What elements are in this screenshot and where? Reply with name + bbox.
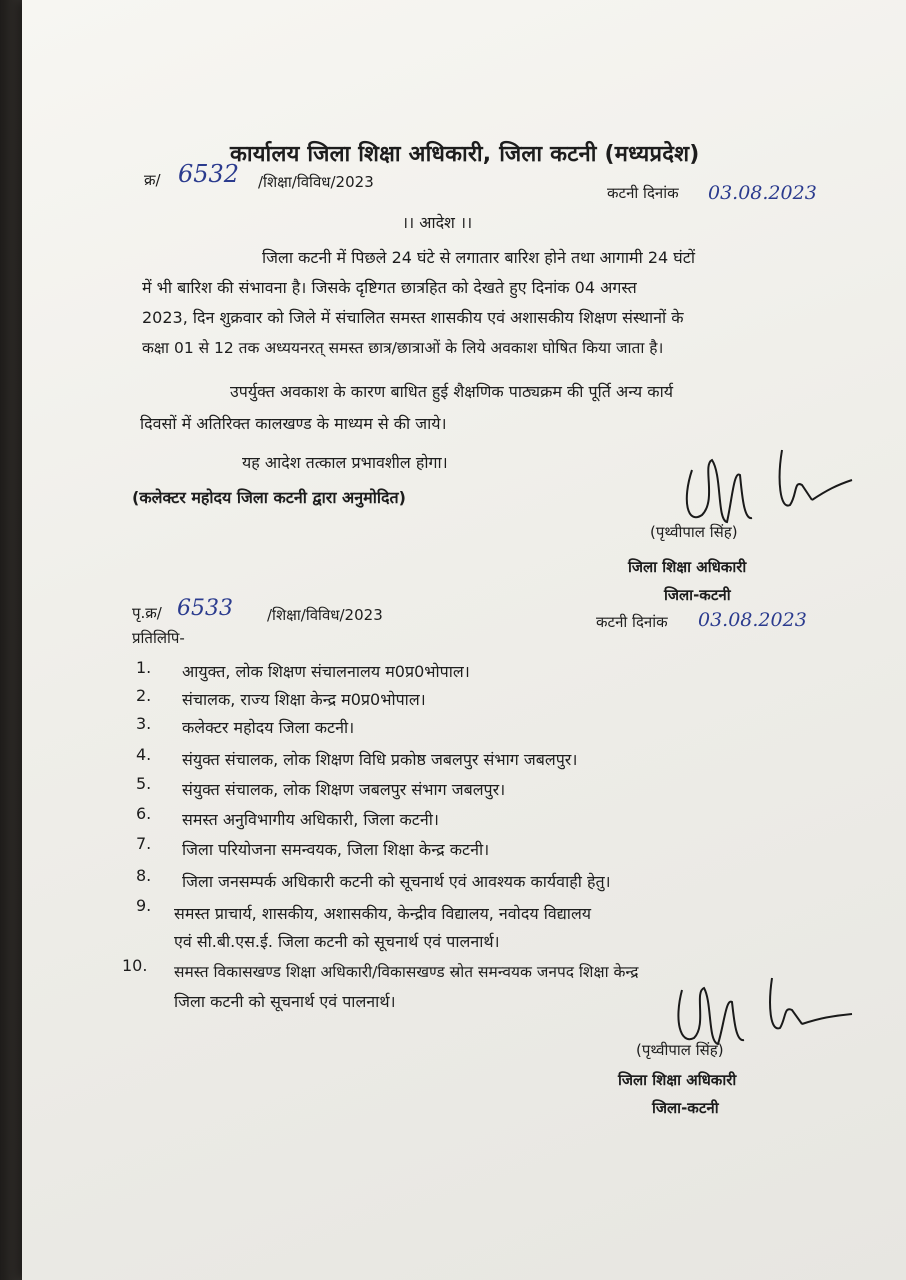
list-item: समस्त प्राचार्य, शासकीय, अशासकीय, केन्द्रीव विद्यालय, नवोदय विद्यालय (174, 904, 592, 923)
date-value: 03.08.2023 (708, 182, 817, 204)
list-item-number: 10. (122, 956, 148, 975)
list-item: जिला जनसम्पर्क अधिकारी कटनी को सूचनार्थ एवं आवश्यक कार्यवाही हेतु। (182, 872, 611, 891)
para1-line3: 2023, दिन शुक्रवार को जिले में संचालित समस्त शासकीय एवं अशासकीय शिक्षण संस्थानों के (142, 308, 684, 327)
copy-heading: प्रतिलिपि- (132, 629, 185, 647)
signatory-name-2: (पृथ्वीपाल सिंह) (636, 1041, 724, 1059)
list-item: जिला परियोजना समन्वयक, जिला शिक्षा केन्द्र कटनी। (182, 840, 490, 859)
list-item-continuation: जिला कटनी को सूचनार्थ एवं पालनार्थ। (174, 992, 396, 1011)
list-item: संयुक्त संचालक, लोक शिक्षण जबलपुर संभाग जबलपुर। (182, 780, 506, 799)
list-item-number: 6. (136, 804, 152, 823)
para2-line2: दिवसों में अतिरिक्त कालखण्ड के माध्यम से की जाये। (140, 414, 447, 433)
list-item: कलेक्टर महोदय जिला कटनी। (182, 718, 355, 737)
signatory-designation-2: जिला शिक्षा अधिकारी (618, 1071, 737, 1089)
copy-ref-suffix: /शिक्षा/विविध/2023 (267, 606, 383, 624)
ref-prefix: क्र/ (144, 171, 161, 189)
list-item: संचालक, राज्य शिक्षा केन्द्र म0प्र0भोपाल। (182, 690, 426, 709)
list-item-number: 1. (136, 658, 152, 677)
copy-ref-prefix: पृ.क्र/ (132, 604, 162, 622)
para1-line4: कक्षा 01 से 12 तक अध्ययनरत् समस्त छात्र/छात्राओं के लिये अवकाश घोषित किया जाता है। (142, 339, 664, 357)
copy-ref-number: 6533 (177, 596, 233, 621)
ref-suffix: /शिक्षा/विविध/2023 (258, 173, 374, 191)
signatory-place-2: जिला-कटनी (652, 1099, 719, 1117)
para1-line2: में भी बारिश की संभावना है। जिसके दृष्टिगत छात्रहित को देखते हुए दिनांक 04 अगस्त (142, 278, 637, 297)
list-item-continuation: एवं सी.बी.एस.ई. जिला कटनी को सूचनार्थ एवं पालनार्थ। (174, 932, 500, 951)
ref-number: 6532 (178, 160, 240, 188)
order-heading: ।। आदेश ।। (402, 213, 473, 232)
list-item: समस्त विकासखण्ड शिक्षा अधिकारी/विकासखण्ड स्रोत समन्वयक जनपद शिक्षा केन्द्र (174, 963, 639, 981)
list-item-number: 8. (136, 866, 152, 885)
signatory-designation-1: जिला शिक्षा अधिकारी (628, 558, 747, 576)
list-item-number: 2. (136, 686, 152, 705)
para2-line1: उपर्युक्त अवकाश के कारण बाधित हुई शैक्षणिक पाठ्यक्रम की पूर्ति अन्य कार्य (230, 382, 674, 401)
list-item-number: 9. (136, 896, 152, 915)
para1-line1: जिला कटनी में पिछले 24 घंटे से लगातार बारिश होने तथा आगामी 24 घंटों (262, 248, 695, 267)
list-item-number: 4. (136, 745, 152, 764)
list-item-number: 5. (136, 774, 152, 793)
list-item-number: 3. (136, 714, 152, 733)
document-page (22, 0, 906, 1280)
para3: यह आदेश तत्काल प्रभावशील होगा। (242, 453, 448, 472)
list-item: आयुक्त, लोक शिक्षण संचालनालय म0प्र0भोपाल। (182, 662, 470, 681)
signatory-name-1: (पृथ्वीपाल सिंह) (650, 523, 738, 541)
approval-note: (कलेक्टर महोदय जिला कटनी द्वारा अनुमोदित) (132, 488, 406, 507)
copy-date-label: कटनी दिनांक (596, 613, 668, 631)
list-item: संयुक्त संचालक, लोक शिक्षण विधि प्रकोष्ठ जबलपुर संभाग जबलपुर। (182, 750, 578, 769)
copy-date-value: 03.08.2023 (698, 609, 807, 631)
list-item-number: 7. (136, 834, 152, 853)
office-title: कार्यालय जिला शिक्षा अधिकारी, जिला कटनी (मध्यप्रदेश) (230, 142, 700, 167)
date-label: कटनी दिनांक (607, 184, 679, 202)
signatory-place-1: जिला-कटनी (664, 586, 731, 604)
list-item: समस्त अनुविभागीय अधिकारी, जिला कटनी। (182, 810, 439, 829)
